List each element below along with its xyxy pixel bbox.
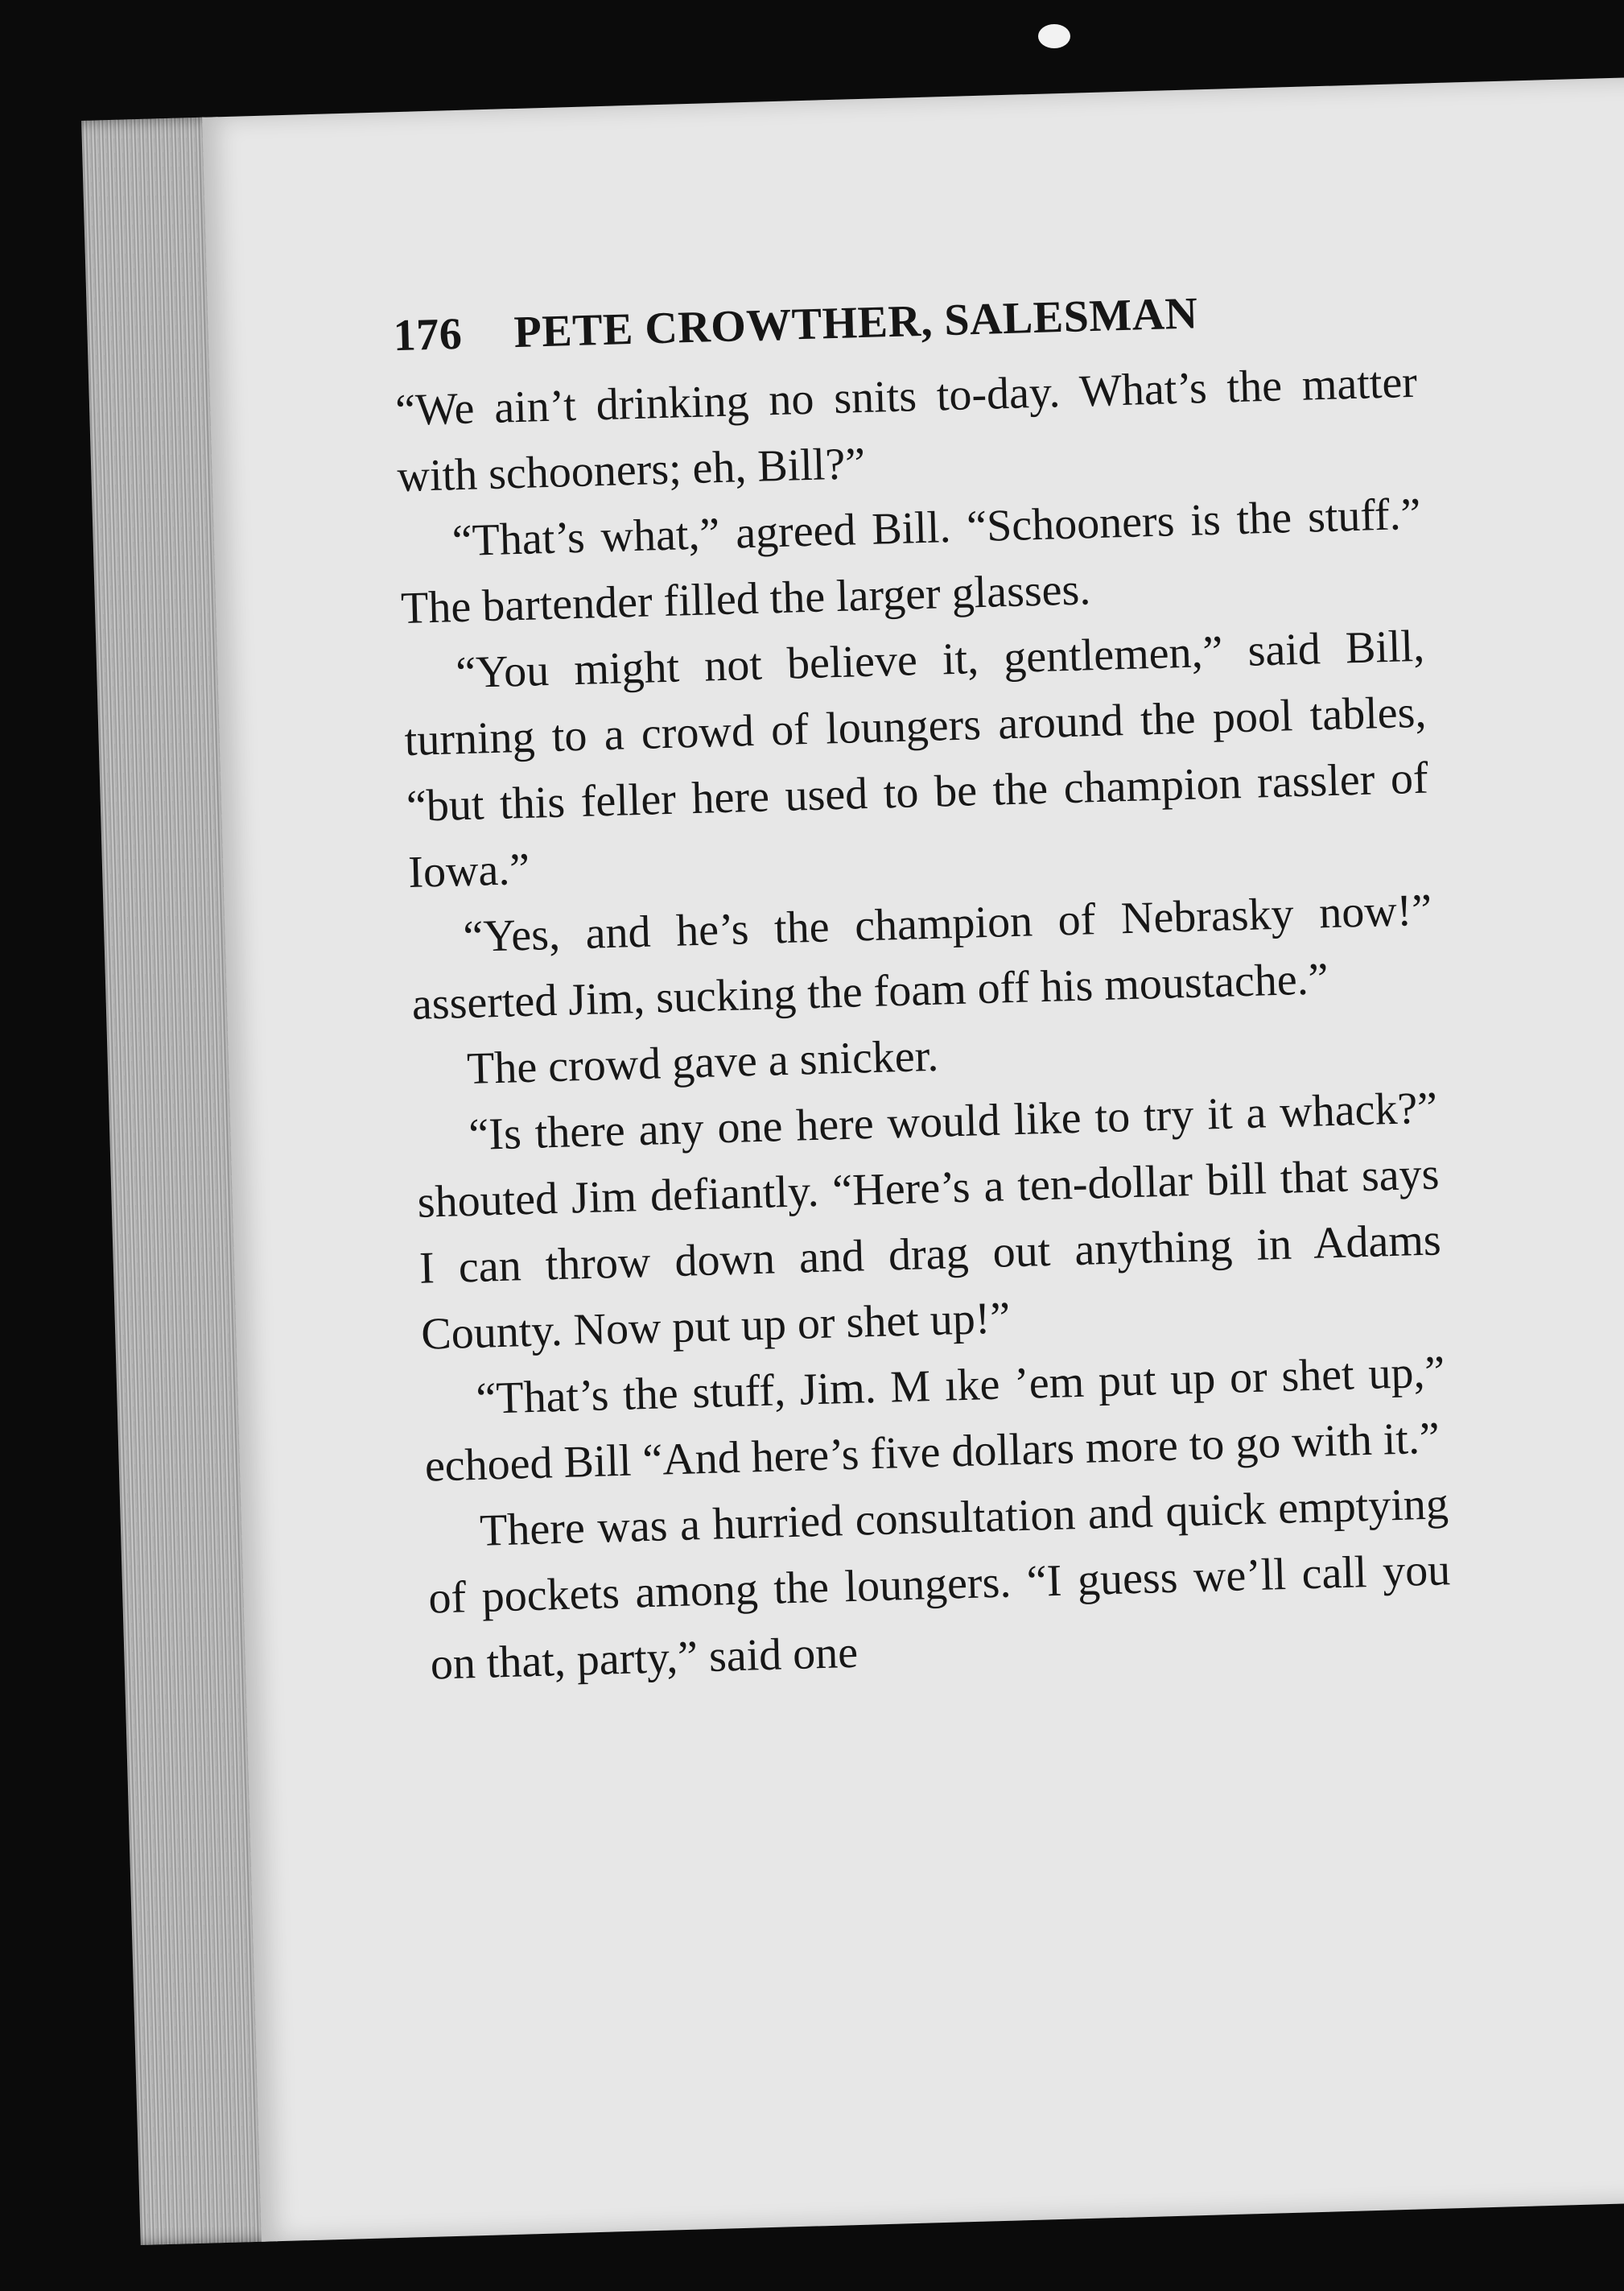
paragraph: “We ain’t drinking no snits to-day. What’s the matter with schooners; eh, Bill?”	[394, 357, 1418, 502]
body-text	[394, 349, 1453, 1698]
paragraph: “Yes, and he’s the champion of Nebrasky now!” asserted Jim, sucking the foam off his moustache.”	[411, 885, 1433, 1030]
book	[80, 45, 1624, 2261]
paragraph: The crowd gave a snicker.	[466, 1030, 940, 1095]
running-head-title: PETE CROWTHER, SALESMAN	[513, 288, 1199, 358]
page-number: 176	[392, 308, 464, 361]
film-punch-hole	[1038, 24, 1070, 48]
paragraph: “That’s the stuff, Jim. M ıke ’em put up or shet up,” echoed Bill “And here’s five dollars more to go with it.”	[424, 1347, 1446, 1492]
paragraph: “That’s what,” agreed Bill. “Schooners is the stuff.” The bartender filled the larger glasses.	[400, 489, 1422, 634]
paragraph: “Is there any one here would like to try it a whack?” shouted Jim defiantly. “Here’s a ten-dollar bill that says I can throw down and drag out anything in Adams County. Now put up or shet up!”	[416, 1083, 1442, 1360]
paragraph: “You might not believe it, gentlemen,” said Bill, turning to a crowd of loungers around the pool tables, “but this feller here used to be the champion rassler of Iowa.”	[403, 621, 1429, 898]
paragraph: There was a hurried consultation and quick emptying of pockets among the loungers. “I guess we’ll call you on that, party,” said one	[427, 1479, 1451, 1690]
